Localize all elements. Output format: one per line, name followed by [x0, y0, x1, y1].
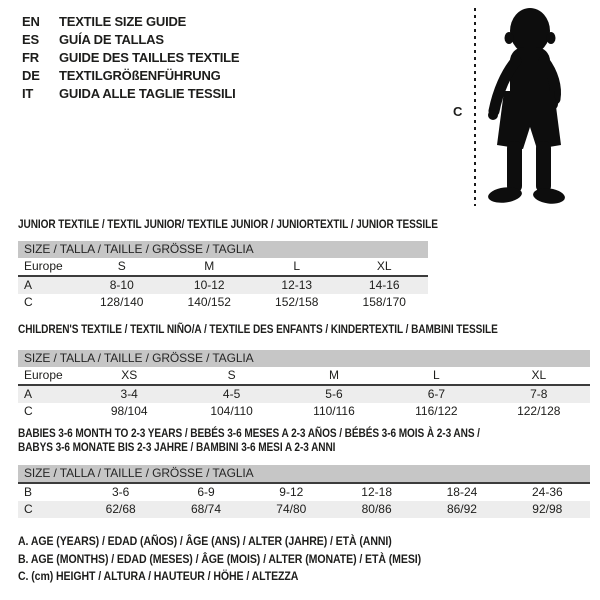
size-cell: 14-16 [341, 276, 429, 294]
baby-silhouette [486, 5, 581, 205]
size-cell: 104/110 [210, 404, 253, 418]
size-cell: 92/98 [505, 501, 590, 518]
junior-size-table [18, 241, 428, 311]
row-label: Europe [18, 258, 78, 276]
table-title [18, 426, 590, 454]
size-cell: XS [78, 367, 180, 385]
size-cell: 74/80 [249, 501, 334, 518]
row-label: A [18, 276, 78, 294]
size-cell: L [385, 367, 487, 385]
size-header-bar [18, 465, 590, 483]
size-header-bar [18, 350, 590, 367]
table-title [18, 322, 590, 336]
language-label: GUIDE DES TAILLES TEXTILE [59, 50, 240, 65]
size-cell: 18-24 [446, 485, 478, 499]
language-label: GUÍA DE TALLAS [59, 32, 164, 47]
babies-size-table [18, 465, 590, 518]
size-header-label: SIZE / TALLA / TAILLE / GRÖSSE / TAGLIA [18, 350, 590, 367]
junior-table-section [18, 217, 438, 311]
size-header-bar [18, 241, 428, 258]
language-label: GUIDA ALLE TAGLIE TESSILI [59, 86, 236, 101]
table-row-height [18, 501, 590, 518]
table-title [18, 217, 438, 231]
size-cell: M [283, 367, 385, 385]
table-title-line: BABYS 3-6 MONATE BIS 2-3 JAHRE / BAMBINI 3-6 MESI A 2-3 ANNI [18, 440, 336, 454]
size-header-label: SIZE / TALLA / TAILLE / GRÖSSE / TAGLIA [18, 465, 590, 483]
size-cell: 158/170 [362, 295, 406, 309]
size-cell: XL [488, 367, 590, 385]
size-cell: 8-10 [78, 276, 166, 294]
row-label: A [18, 385, 78, 403]
size-cell: 140/152 [187, 295, 231, 309]
table-row-age [18, 276, 428, 294]
table-title-line: CHILDREN'S TEXTILE / TEXTIL NIÑO/A / TEXTILE DES ENFANTS / KINDERTEXTIL / BAMBINI TESSILE [18, 322, 498, 336]
size-cell: 98/104 [110, 404, 148, 418]
language-code: ES [22, 32, 39, 47]
children-size-table [18, 350, 590, 420]
language-row-it [22, 85, 239, 103]
size-cell: 6-9 [197, 485, 215, 499]
language-label: TEXTILE SIZE GUIDE [59, 14, 187, 29]
size-cell: 12-13 [253, 276, 341, 294]
legend-line-b: B. AGE (MONTHS) / EDAD (MESES) / ÂGE (MOIS) / ALTER (MONATE) / ETÀ (MESI) [18, 551, 422, 566]
size-cell: M [166, 258, 254, 276]
size-cell: S [78, 258, 166, 276]
size-cell: 116/122 [415, 404, 458, 418]
size-cell: 80/86 [334, 501, 419, 518]
row-label: B [24, 485, 33, 499]
language-list [22, 13, 239, 103]
row-label: Europe [18, 367, 78, 385]
size-cell: 3-4 [78, 385, 180, 403]
row-label: C [24, 295, 33, 309]
size-cell: 3-6 [111, 485, 130, 499]
size-cell: 9-12 [279, 485, 304, 499]
language-code: FR [22, 50, 39, 65]
legend-line-c: C. (cm) HEIGHT / ALTURA / HAUTEUR / HÖHE / ALTEZZA [18, 569, 299, 583]
size-cell: 122/128 [517, 404, 561, 418]
size-cell: 12-18 [361, 485, 392, 499]
size-cell: 7-8 [488, 385, 590, 403]
row-label: C [24, 404, 33, 418]
table-row-height [18, 403, 590, 420]
table-title-line: BABIES 3-6 MONTH TO 2-3 YEARS / BEBÉS 3-6 MESES A 2-3 AÑOS / BÉBÉS 3-6 MOIS À 2-3 ANS / [18, 426, 480, 440]
language-label: TEXTILGRÖßENFÜHRUNG [59, 68, 221, 83]
height-label: C [453, 104, 463, 119]
language-row-de [22, 67, 239, 85]
size-cell: 68/74 [163, 501, 248, 518]
table-row-height [18, 294, 428, 311]
table-row-months [18, 483, 590, 501]
table-row-age [18, 385, 590, 403]
size-cell: 86/92 [419, 501, 504, 518]
row-label: C [18, 501, 78, 518]
children-table-section [18, 322, 590, 420]
size-cell: 6-7 [385, 385, 487, 403]
size-cell: L [253, 258, 341, 276]
height-measure-dotted-line [474, 8, 476, 206]
language-row-fr [22, 49, 239, 67]
size-cell: 10-12 [166, 276, 254, 294]
size-cell: 24-36 [531, 485, 563, 499]
table-title-line: JUNIOR TEXTILE / TEXTIL JUNIOR/ TEXTILE JUNIOR / JUNIORTEXTIL / JUNIOR TESSILE [18, 217, 438, 231]
size-cell: 110/116 [313, 404, 355, 418]
language-code: IT [22, 86, 34, 101]
table-row-europe [18, 367, 590, 385]
size-cell: 4-5 [180, 385, 282, 403]
size-cell: S [180, 367, 282, 385]
table-row-europe [18, 258, 428, 276]
babies-table-section [18, 426, 590, 518]
measurement-legend [18, 533, 476, 586]
size-cell: 5-6 [283, 385, 385, 403]
size-cell: XL [341, 258, 429, 276]
language-code: DE [22, 68, 40, 83]
legend-line-a: A. AGE (YEARS) / EDAD (AÑOS) / ÂGE (ANS) / ALTER (JAHRE) / ETÀ (ANNI) [18, 534, 392, 548]
size-header-label: SIZE / TALLA / TAILLE / GRÖSSE / TAGLIA [18, 241, 428, 258]
size-cell: 152/158 [275, 295, 319, 309]
language-row-en [22, 13, 239, 31]
language-code: EN [22, 14, 40, 29]
language-row-es [22, 31, 239, 49]
size-cell: 128/140 [100, 295, 144, 309]
size-cell: 62/68 [78, 501, 163, 518]
